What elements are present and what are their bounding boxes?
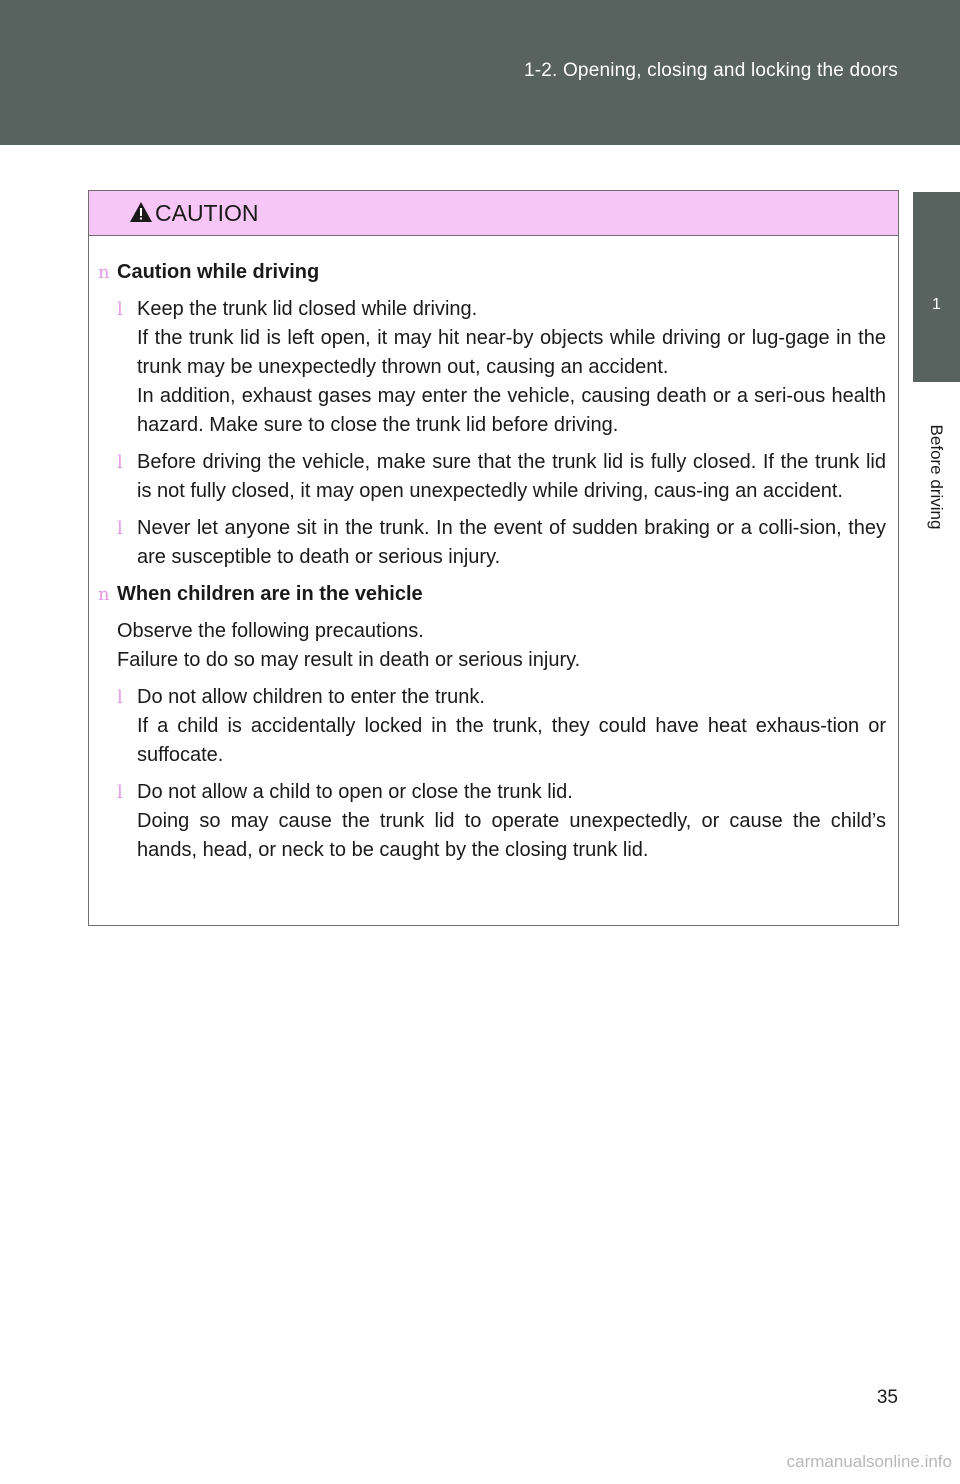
intro-text: Failure to do so may result in death or serious injury.	[117, 649, 581, 671]
caution-box	[88, 190, 899, 926]
page-number: 35	[876, 1387, 898, 1408]
section-heading-driving	[89, 258, 886, 287]
item-text: Do not allow a child to open or close the trunk lid.	[137, 781, 573, 803]
warning-triangle-icon	[129, 201, 153, 223]
list-item	[89, 778, 886, 865]
header-bar	[0, 0, 960, 145]
item-text: Doing so may cause the trunk lid to operate unexpectedly, or cause the child’s hands, head, or neck to be caught by the closing trunk lid.	[137, 810, 886, 861]
chapter-number: 1	[932, 296, 941, 313]
item-text: Before driving the vehicle, make sure that the trunk lid is fully closed. If the trunk lid is not fully closed, it may open unexpectedly while driving, caus-ing an accident.	[137, 451, 886, 502]
section-title: 1-2. Opening, closing and locking the doors	[523, 60, 898, 81]
list-item	[89, 683, 886, 770]
list-item	[89, 448, 886, 506]
list-item	[89, 514, 886, 572]
item-bullet-icon: l	[117, 452, 123, 473]
item-text: In addition, exhaust gases may enter the vehicle, causing death or a seri-ous health hazard. Make sure to close the trunk lid before driving.	[137, 385, 886, 436]
caution-title: CAUTION	[155, 200, 259, 226]
chapter-tab-label	[913, 382, 960, 572]
watermark: carmanualsonline.info	[786, 1452, 952, 1471]
list-item	[89, 295, 886, 440]
item-bullet-icon: l	[117, 299, 123, 320]
item-text: Keep the trunk lid closed while driving.	[137, 298, 478, 320]
chapter-label: Before driving	[927, 424, 946, 530]
section-bullet-icon: n	[98, 262, 110, 283]
chapter-tab	[913, 192, 960, 382]
item-bullet-icon: l	[117, 518, 123, 539]
item-text: Do not allow children to enter the trunk.	[137, 686, 485, 708]
item-bullet-icon: l	[117, 687, 123, 708]
section-heading-children	[89, 580, 886, 609]
item-text: Never let anyone sit in the trunk. In the event of sudden braking or a colli-sion, they are susceptible to death or serious injury.	[137, 517, 886, 568]
item-text: If a child is accidentally locked in the trunk, they could have heat exhaus-tion or suffocate.	[137, 715, 886, 766]
item-text: If the trunk lid is left open, it may hit near-by objects while driving or lug-gage in the trunk may be unexpectedly thrown out, causing an accident.	[137, 327, 886, 378]
caution-header	[89, 191, 898, 236]
caution-body	[89, 236, 898, 865]
item-bullet-icon: l	[117, 782, 123, 803]
section-bullet-icon: n	[98, 584, 110, 605]
section-intro	[89, 617, 886, 675]
intro-text: Observe the following precautions.	[117, 620, 424, 642]
section-heading-text: When children are in the vehicle	[117, 583, 423, 605]
section-heading-text: Caution while driving	[117, 261, 320, 283]
